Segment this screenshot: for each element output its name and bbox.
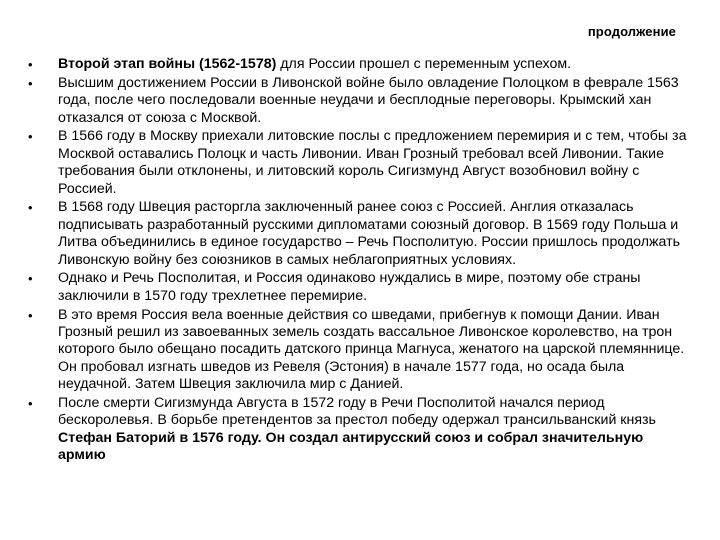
slide-heading: продолжение [587, 24, 676, 39]
bullet-icon: • [28, 75, 33, 91]
bullet-icon: • [28, 200, 33, 216]
list-item-text: После смерти Сигизмунда Августа в 1572 году в Речи Посполитой начался период бескоролевья. В борьбе претендентов за престол победу одержал трансильванский князь [58, 395, 656, 429]
list-item [28, 307, 688, 394]
list-item [28, 75, 688, 127]
bullet-icon: • [28, 396, 33, 412]
bullet-icon: • [28, 129, 33, 145]
list-item-text: В это время Россия вела военные действия со шведами, прибегнув к помощи Дании. Иван Грозный решил из завоеванных земель создать вассальное Ливонское королевство, на трон которого было обещано посадить датского принца Магнуса, женатого на царской племяннице. Он пробовал изгнать шведов из Ревеля (Эстония) в начале 1577 года, но осада была неудачной. Затем Швеция заключила мир с Данией. [58, 306, 685, 393]
list-item-text: Высшим достижением России в Ливонской войне было овладение Полоцком в феврале 1563 года, после чего последовали военные неудачи и бесплодные переговоры. Крымский хан отказался от союза с Москвой. [58, 74, 679, 126]
list-item-text: В 1568 году Швеция расторгла заключенный ранее союз с Россией. Англия отказалась подписывать разработанный русскими дипломатами союзный договор. В 1569 году Польша и Литва объединились в единое государство – Речь Посполитую. России пришлось продолжать Ливонскую войну без союзников в самых неблагоприятных условиях. [58, 199, 681, 268]
list-item [28, 56, 688, 73]
bullet-icon: • [28, 307, 33, 323]
period-emphasis: Второй этап войны (1562-1578) [58, 56, 277, 72]
bullet-icon: • [28, 271, 33, 287]
list-item [28, 395, 688, 465]
bullet-list [28, 56, 688, 466]
list-item-text: для России прошел с переменным успехом. [276, 56, 572, 72]
list-item-text: Однако и Речь Посполитая, и Россия одинаково нуждались в мире, поэтому обе страны заключили в 1570 году трехлетнее перемирие. [58, 270, 641, 304]
list-item-text: В 1566 году в Москву приехали литовские послы с предложением перемирия и с тем, чтобы за Москвой оставались Полоцк и часть Ливонии. Иван Грозный требовал всей Ливонии. Такие требования были отклонены, и литовский король Сигизмунд Август возобновил войну с Россией. [58, 128, 687, 197]
list-item [28, 128, 688, 198]
bullet-icon: • [28, 57, 33, 72]
batory-emphasis: Стефан Баторий в 1576 году. Он создал антирусский союз и собрал значительную армию [58, 429, 644, 464]
list-item [28, 270, 688, 305]
list-item [28, 199, 688, 269]
